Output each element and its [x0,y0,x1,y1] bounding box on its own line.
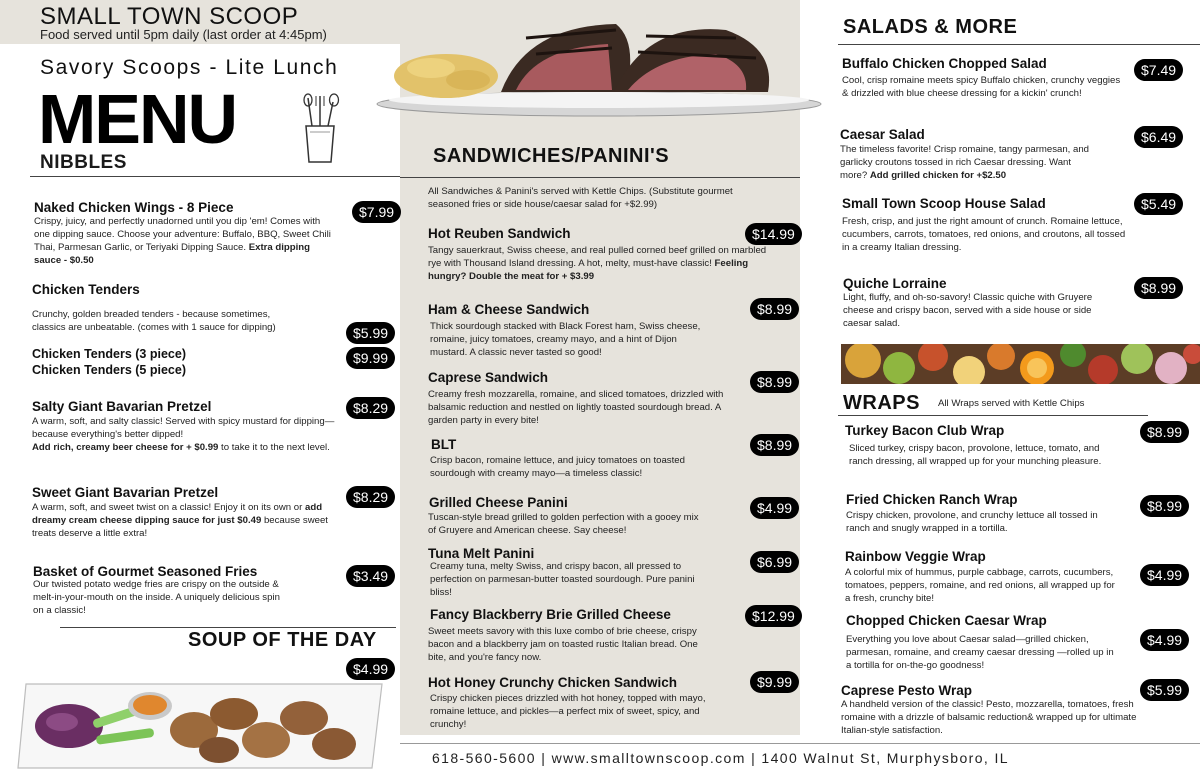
item-name: Hot Honey Crunchy Chicken Sandwich [428,675,678,690]
price-badge: $4.99 [346,658,395,680]
item-desc: Our twisted potato wedge fries are crispy on the outside & melt-in-your-mouth on the inside. A uniquely delicious spin on a classic! [33,579,280,616]
item-desc: Thick sourdough stacked with Black Forest ham, Swiss cheese, romaine, juicy tomatoes, creamy mayo, and a hint of Dijon mustard. A classic never tasted so good! [430,321,701,358]
wraps-title: WRAPS [843,392,920,414]
item-name: Quiche Lorraine [843,276,947,291]
sandwiches-note: All Sandwiches & Panini's served with Kettle Chips. (Substitute gourmet seasoned fries or side house/caesar salad for +$2.99) [428,186,733,210]
price-badge: $14.99 [745,223,802,245]
item-name: Turkey Bacon Club Wrap [845,423,1005,438]
price-badge: $8.99 [750,371,799,393]
item-desc: Sweet meets savory with this luxe combo of brie cheese, crispy bacon and a blackberry jam on toasted rustic Italian bread. One bite, and you're fancy now. [428,626,698,663]
ingredients-banner-image [841,344,1200,384]
item-desc: Creamy fresh mozzarella, romaine, and sliced tomatoes, drizzled with balsamic reduction and nestled on lightly toasted sourdough bread. A garden party in every bite! [428,389,724,426]
price-badge: $4.99 [1140,629,1189,651]
item-desc: Crisp bacon, romaine lettuce, and juicy tomatoes on toasted sourdough with creamy mayo—a timeless classic! [430,455,685,479]
price-badge: $5.49 [1134,193,1183,215]
item-desc: A warm, soft, and sweet twist on a classic! Enjoy it on its own or add dreamy cream cheese dipping sauce for just $0.49 because sweet treats deserve a little extra! [32,502,328,539]
item-desc: Crunchy, golden breaded tenders - because sometimes, classics are unbeatable. (comes with 1 sauce for dipping) [32,309,276,333]
nibbles-title: NIBBLES [40,152,127,173]
item-name: Basket of Gourmet Seasoned Fries [33,564,258,579]
price-badge: $8.29 [346,397,395,419]
soup-title: SOUP OF THE DAY [188,629,377,651]
item-desc: Creamy tuna, melty Swiss, and crispy bacon, all pressed to perfection on parmesan-butter toasted sourdough. Pure panini bliss! [430,561,695,598]
item-desc: Tuscan-style bread grilled to golden perfection with a gooey mix of Gruyere and American cheese. Say cheese! [428,512,699,536]
item-desc: Everything you love about Caesar salad—grilled chicken, parmesan, romaine, and creamy caesar dressing —rolled up in a tortilla for on-the-go goodness! [846,634,1114,671]
item-desc: Crispy, juicy, and perfectly unadorned until you dip 'em! Comes with one dipping sauce. Choose your adventure: Buffalo, BBQ, Sweet Chili Thai, Parmesan Garlic, or Teriyaki Dipping Sauce. Extra dipping sauce - $0.50 [34,216,331,266]
item-name: Rainbow Veggie Wrap [845,549,986,564]
price-badge: $12.99 [745,605,802,627]
price-badge: $9.99 [346,347,395,369]
item-name: Caprese Pesto Wrap [841,683,973,698]
serving-hours: Food served until 5pm daily (last order at 4:45pm) [40,27,327,42]
wraps-rule [838,415,1148,416]
brand-name: SMALL TOWN SCOOP [40,3,299,30]
item-name: Buffalo Chicken Chopped Salad [842,56,1047,71]
item-name: Chicken Tenders [32,282,140,297]
item-name: Chopped Chicken Caesar Wrap [846,613,1047,628]
wings-plate-image [14,678,386,774]
price-badge: $7.99 [352,201,401,223]
price-badge: $3.49 [346,565,395,587]
item-option: Chicken Tenders (3 piece) [32,347,186,361]
item-desc: Cool, crisp romaine meets spicy Buffalo chicken, crunchy veggies & drizzled with blue cheese dressing for a kickin' crunch! [842,75,1121,99]
item-name: Caprese Sandwich [428,370,549,385]
price-badge: $4.99 [1140,564,1189,586]
menu-title: MENU [38,80,237,158]
price-badge: $8.99 [1140,421,1189,443]
item-desc: Crispy chicken, provolone, and crunchy lettuce all tossed in ranch and snugly wrapped in a tortilla. [846,510,1098,534]
price-badge: $8.99 [1140,495,1189,517]
price-badge: $8.99 [1134,277,1183,299]
item-desc: The timeless favorite! Crisp romaine, tangy parmesan, and garlicky croutons tossed in rich Caesar dressing. Want more? Add grilled chicken for +$2.50 [840,144,1090,181]
item-name: Hot Reuben Sandwich [428,226,571,241]
sandwich-rule [400,177,800,178]
soup-rule [60,627,396,628]
item-desc: A colorful mix of hummus, purple cabbage, carrots, cucumbers, tomatoes, peppers, romaine, and red onions, all wrapped up for a fresh, crunchy bite! [845,567,1115,604]
reuben-plate-image [376,8,822,126]
price-badge: $7.49 [1134,59,1183,81]
price-badge: $5.99 [346,322,395,344]
item-option: Chicken Tenders (5 piece) [32,363,186,377]
item-name: BLT [431,437,457,452]
item-name: Fancy Blackberry Brie Grilled Cheese [430,607,671,622]
price-badge: $4.99 [750,497,799,519]
salads-title: SALADS & MORE [843,16,1018,38]
item-desc: Fresh, crisp, and just the right amount of crunch. Romaine lettuce, cucumbers, carrots, tomatoes, red onions, and croutons, all tossed in a creamy Italian dressing. [842,216,1126,253]
wraps-note: All Wraps served with Kettle Chips [938,398,1085,409]
item-name: Naked Chicken Wings - 8 Piece [34,200,234,215]
item-name: Small Town Scoop House Salad [842,196,1046,211]
item-name: Sweet Giant Bavarian Pretzel [32,485,219,500]
footer-rule [400,743,1200,744]
menu-subtitle: Savory Scoops - Lite Lunch [40,56,339,79]
item-name: Caesar Salad [840,127,925,142]
item-name: Tuna Melt Panini [428,546,535,561]
price-badge: $9.99 [750,671,799,693]
price-badge: $6.99 [750,551,799,573]
item-name: Fried Chicken Ranch Wrap [846,492,1018,507]
price-badge: $8.99 [750,298,799,320]
price-badge: $8.99 [750,434,799,456]
item-desc: A warm, soft, and salty classic! Served with spicy mustard for dipping—because everything's better dipped! Add rich, creamy beer cheese for + $0.99 to take it to the next level. [32,416,335,453]
item-desc: Sliced turkey, crispy bacon, provolone, lettuce, tomato, and ranch dressing, all wrapped up for your munching pleasure. [849,443,1102,467]
item-desc: Tangy sauerkraut, Swiss cheese, and real pulled corned beef grilled on marbled rye with Thousand Island dressing. A hot, melty, must-have classic! Feeling hungry? Double the meat for + $3.99 [428,245,767,282]
utensils-in-cup-icon [298,92,342,164]
price-badge: $8.29 [346,486,395,508]
sandwiches-title: SANDWICHES/PANINI'S [433,145,670,167]
nibbles-rule [30,176,400,177]
item-desc: Crispy chicken pieces drizzled with hot honey, topped with mayo, romaine lettuce, and pickles—a perfect mix of sweet, spicy, and crunchy! [430,693,706,730]
price-badge: $6.49 [1134,126,1183,148]
salads-rule [838,44,1200,45]
item-name: Ham & Cheese Sandwich [428,302,590,317]
footer-contact: 618-560-5600 | www.smalltownscoop.com | 1400 Walnut St, Murphysboro, IL [432,750,1009,766]
item-name: Salty Giant Bavarian Pretzel [32,399,212,414]
item-desc: Light, fluffy, and oh-so-savory! Classic quiche with Gruyere cheese and crispy bacon, served with a side house or side caesar salad. [843,292,1093,329]
item-desc: A handheld version of the classic! Pesto, mozzarella, tomatoes, fresh romaine with a drizzle of balsamic reduction& wrapped up for ultimate Italian-style satisfaction. [841,699,1137,736]
price-badge: $5.99 [1140,679,1189,701]
item-name: Grilled Cheese Panini [429,495,568,510]
